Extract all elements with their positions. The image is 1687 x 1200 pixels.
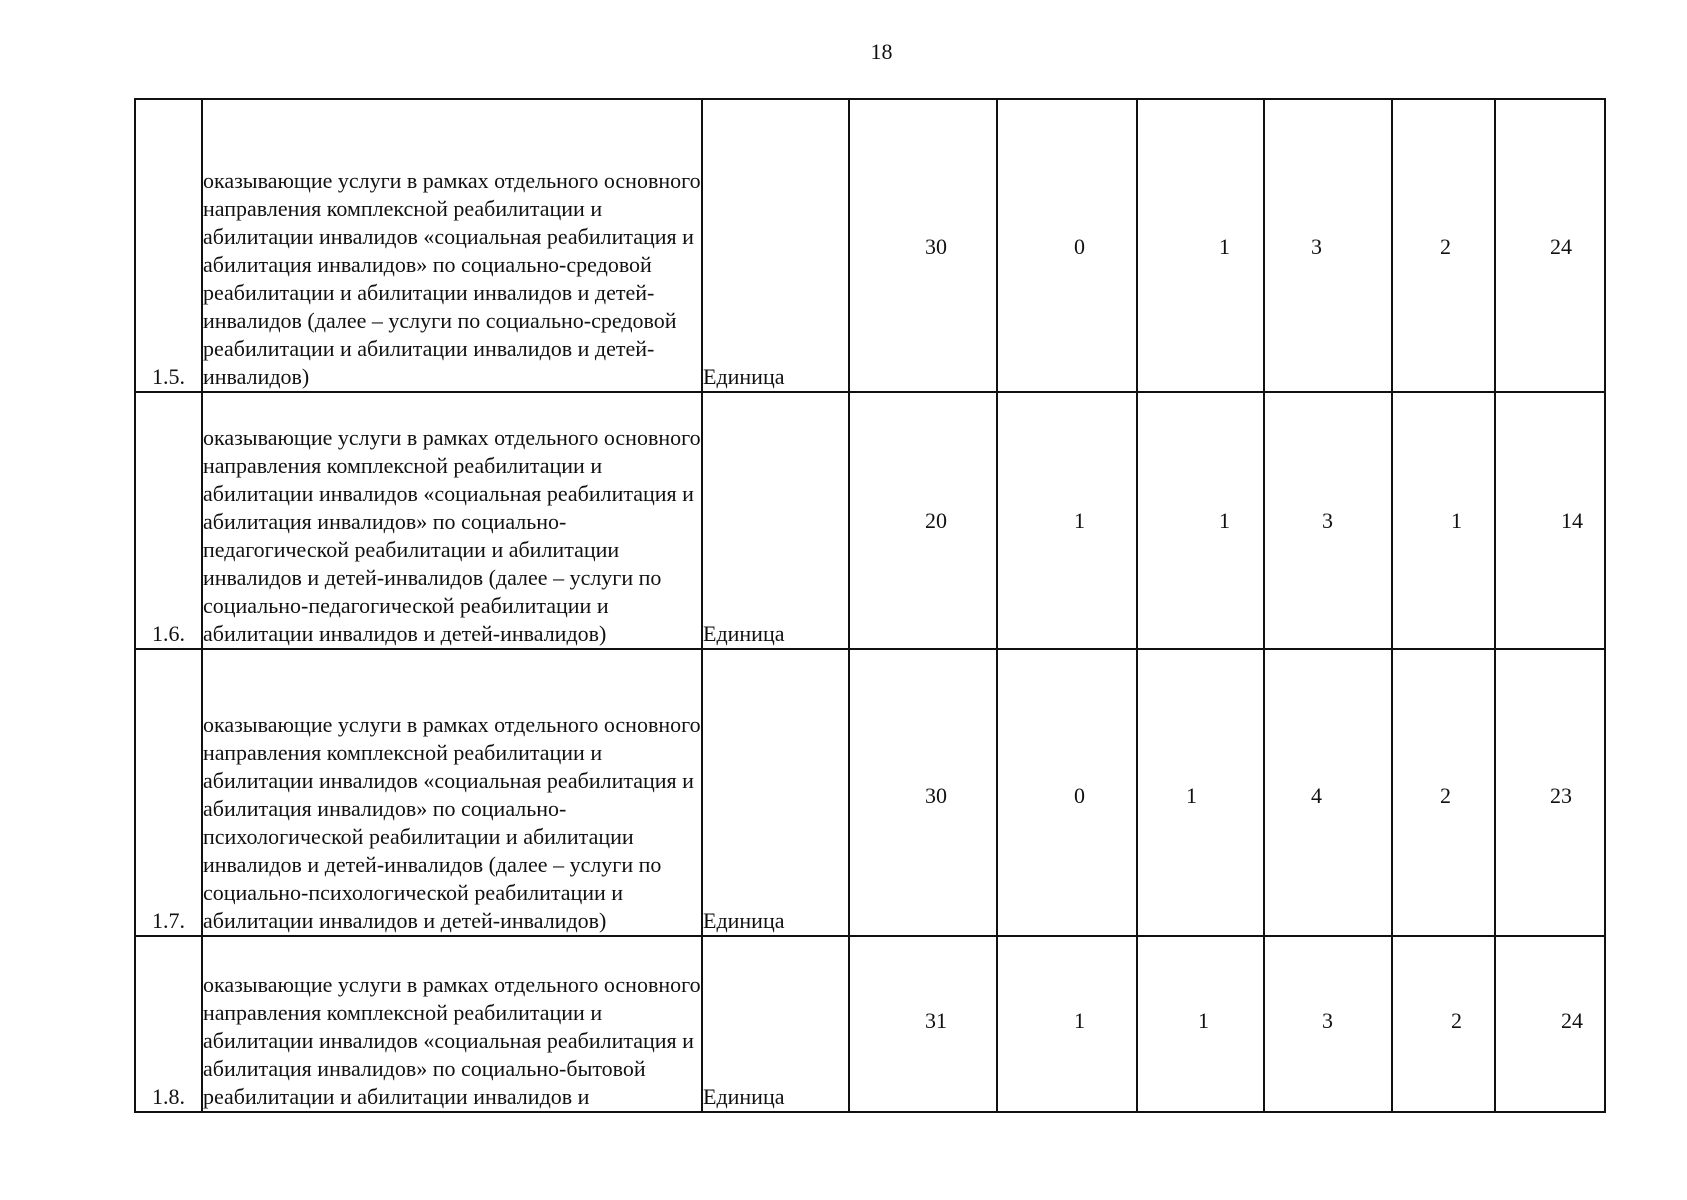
- value-col-5: 2: [1440, 234, 1451, 259]
- table-row: [135, 392, 1605, 649]
- value-total: 31: [925, 1008, 947, 1033]
- value-cell: [997, 392, 1137, 649]
- row-unit: Единица: [702, 392, 849, 649]
- value-cell: [997, 936, 1137, 1112]
- value-col-6: 14: [1561, 508, 1583, 533]
- value-col-3: 1: [1219, 234, 1230, 259]
- value-cell: [1264, 649, 1392, 936]
- value-col-5: 2: [1440, 783, 1451, 808]
- row-number: 1.6.: [135, 392, 202, 649]
- value-col-6: 24: [1561, 1008, 1583, 1033]
- value-col-2: 1: [1074, 1008, 1085, 1033]
- value-col-5: 2: [1451, 1008, 1462, 1033]
- value-cell: [1392, 392, 1495, 649]
- table-row: [135, 936, 1605, 1112]
- value-col-3: 1: [1219, 508, 1230, 533]
- indicators-table: [134, 98, 1606, 1113]
- value-cell: [1137, 392, 1264, 649]
- value-col-5: 1: [1451, 508, 1462, 533]
- row-number: 1.7.: [135, 649, 202, 936]
- value-col-4: 3: [1311, 234, 1322, 259]
- row-unit: Единица: [702, 936, 849, 1112]
- table-row: [135, 99, 1605, 392]
- page-number: 18: [870, 39, 893, 64]
- value-cell: [1137, 99, 1264, 392]
- value-cell: [1264, 392, 1392, 649]
- row-description: оказывающие услуги в рамках отдельного основного направления комплексной реабилитации и абилитации инвалидов «социальная реабилитация и абилитация инвалидов» по социально-бытовой реабилитации и абилитации инвалидов и: [202, 936, 702, 1112]
- value-col-2: 1: [1074, 508, 1085, 533]
- row-unit: Единица: [702, 649, 849, 936]
- row-description: оказывающие услуги в рамках отдельного основного направления комплексной реабилитации и абилитации инвалидов «социальная реабилитация и абилитация инвалидов» по социально-педагогической реабилитации и абилитации инвалидов и детей-инвалидов (далее – услуги по социально-педагогической реабилитации и абилитации инвалидов и детей-инвалидов): [202, 392, 702, 649]
- value-cell: [849, 649, 997, 936]
- value-col-6: 24: [1550, 234, 1572, 259]
- value-col-6: 23: [1550, 783, 1572, 808]
- value-cell: [849, 99, 997, 392]
- value-col-3: 1: [1186, 783, 1197, 808]
- value-cell: [1264, 936, 1392, 1112]
- value-cell: [1495, 392, 1605, 649]
- value-col-4: 3: [1322, 508, 1333, 533]
- value-cell: [1495, 649, 1605, 936]
- value-col-4: 4: [1311, 783, 1322, 808]
- value-cell: [1392, 649, 1495, 936]
- value-cell: [997, 649, 1137, 936]
- value-cell: [1137, 936, 1264, 1112]
- value-cell: [1137, 649, 1264, 936]
- row-description: оказывающие услуги в рамках отдельного основного направления комплексной реабилитации и абилитации инвалидов «социальная реабилитация и абилитация инвалидов» по социально-средовой реабилитации и абилитации инвалидов и детей-инвалидов (далее – услуги по социально-средовой реабилитации и абилитации инвалидов и детей-инвалидов): [202, 99, 702, 392]
- table-row: [135, 649, 1605, 936]
- value-total: 20: [925, 508, 947, 533]
- value-cell: [849, 936, 997, 1112]
- value-col-2: 0: [1074, 783, 1085, 808]
- value-col-4: 3: [1322, 1008, 1333, 1033]
- value-col-3: 1: [1198, 1008, 1209, 1033]
- value-cell: [1392, 936, 1495, 1112]
- value-cell: [1495, 99, 1605, 392]
- value-col-2: 0: [1074, 234, 1085, 259]
- row-number: 1.5.: [135, 99, 202, 392]
- value-cell: [1264, 99, 1392, 392]
- row-number: 1.8.: [135, 936, 202, 1112]
- value-total: 30: [925, 783, 947, 808]
- value-total: 30: [925, 234, 947, 259]
- row-unit: Единица: [702, 99, 849, 392]
- value-cell: [1392, 99, 1495, 392]
- row-description: оказывающие услуги в рамках отдельного основного направления комплексной реабилитации и абилитации инвалидов «социальная реабилитация и абилитация инвалидов» по социально-психологической реабилитации и абилитации инвалидов и детей-инвалидов (далее – услуги по социально-психологической реабилитации и абилитации инвалидов и детей-инвалидов): [202, 649, 702, 936]
- value-cell: [1495, 936, 1605, 1112]
- value-cell: [849, 392, 997, 649]
- value-cell: [997, 99, 1137, 392]
